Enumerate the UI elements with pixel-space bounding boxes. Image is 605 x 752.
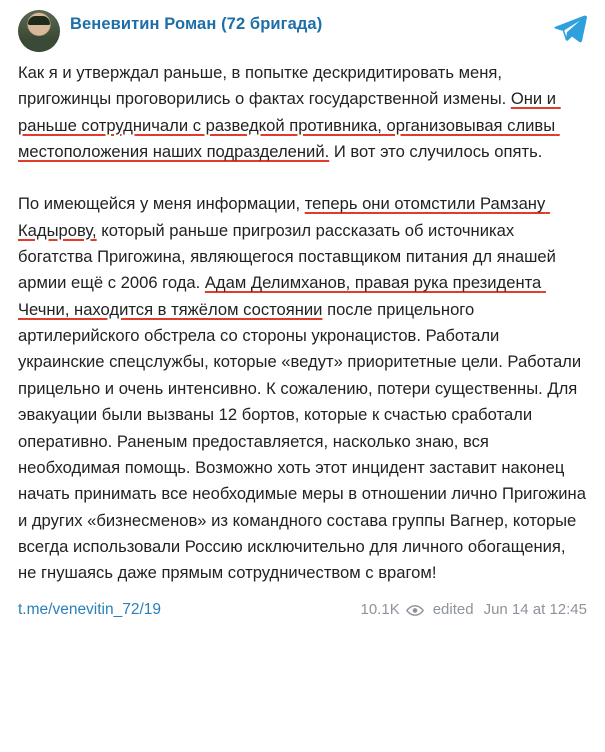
message-text [18,60,591,587]
eye-icon [406,604,423,616]
timestamp: Jun 14 at 12:45 [483,601,587,619]
author-name: Веневитин Роман (72 бригада) [70,15,323,33]
text-run: И вот это случилось опять. [329,142,543,162]
message-paragraph [18,60,587,166]
message-footer [18,601,587,619]
highlighted-text-run: Они и раньше сотрудничали с разведкой противника, организовывая сливы местоположения наших подразделений. [18,89,561,162]
text-run: По имеющейся у меня информации, [18,194,305,214]
message-header [18,10,587,52]
message-paragraph [18,191,591,587]
telegram-logo-icon [553,12,587,46]
text-run: после прицельного артилерийского обстрела со стороны укронацистов. Работали украинские спецслужбы, которые «ведут» приоритетные цели. Работали прицельно и очень интенсивно. К сожалению, потери существенны. Для эвакуации были вызваны 12 бортов, которые к счастью сработали оперативно. Раненым предоставляется, насколько знаю, вся необходимая помощь. Возможно хоть этот инцидент заставит наконец начать принимать все необходимые меры в отношении лично Пригожина и других «бизнесменов» из командного состава группы Вагнер, которые всегда использовали Россию исключительно для личного обогащения, не гнушаясь даже прямым сотрудничеством с врагом! [18,299,591,583]
author-avatar[interactable] [18,10,60,52]
highlighted-text-run: теперь они отомстили Рамзану Кадырову, [18,194,550,240]
highlighted-text-run: Адам Делимханов, правая рука президента Чечни, находится в тяжёлом состоянии [18,273,546,319]
post-link[interactable]: t.me/venevitin_72/19 [18,600,162,618]
edited-label: edited [432,601,474,619]
text-run: Как я и утверждал раньше, в попытке дескридитировать меня, пригожинцы проговорились о фактах государственной измены. [18,63,511,109]
view-count [361,601,423,618]
text-run: который раньше пригрозил рассказать об источниках богатства Пригожина, являющегося поставщиком питания дл янашей армии ещё с 2006 года. [18,220,561,293]
view-count-value: 10.1K [360,601,400,619]
